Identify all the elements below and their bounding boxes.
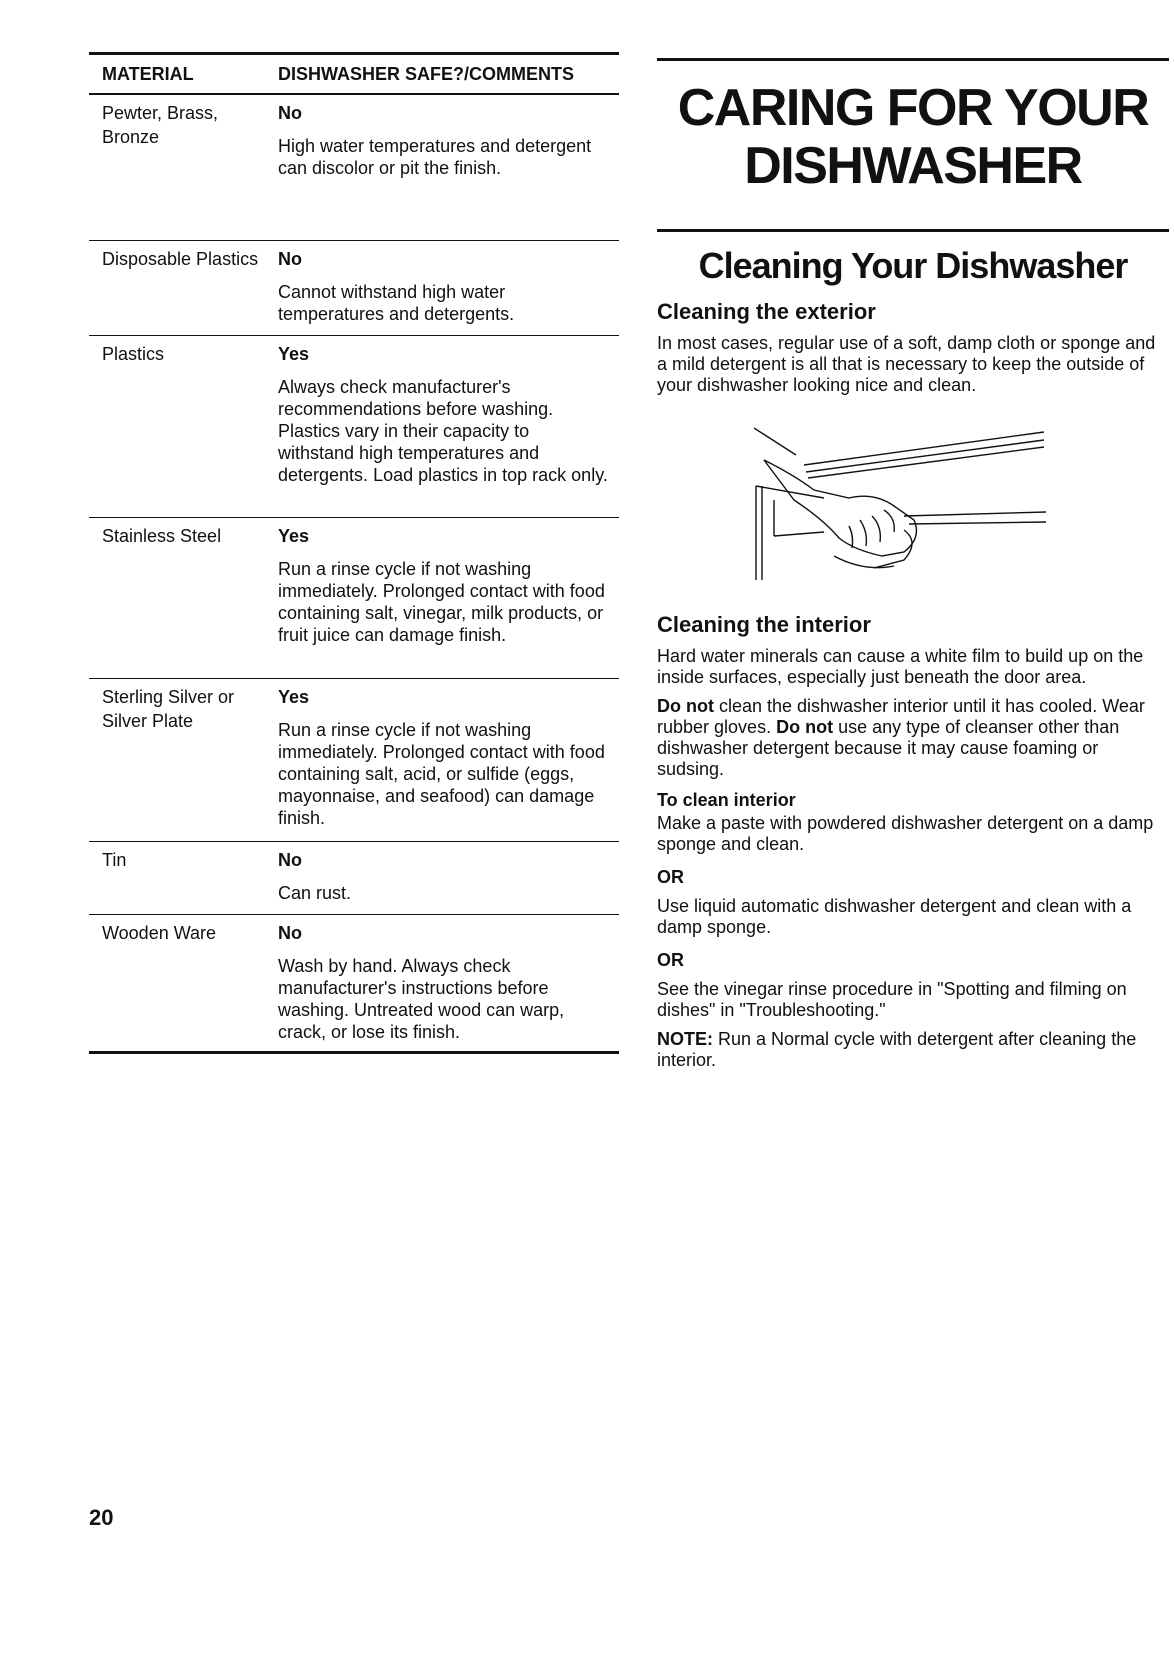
page-title bbox=[657, 79, 1169, 195]
right-column bbox=[657, 58, 1169, 1071]
row-comment: High water temperatures and detergent can discolor or pit the finish. bbox=[278, 136, 592, 178]
row-comment: Wash by hand. Always check manufacturer's instructions before washing. Untreated wood can warp, crack, or lose its finish. bbox=[278, 956, 565, 1042]
row-verdict: No bbox=[278, 923, 302, 943]
table-row bbox=[89, 95, 619, 241]
warning-do-not-2: Do not bbox=[776, 717, 834, 737]
header-material: MATERIAL bbox=[102, 63, 194, 84]
table-row bbox=[89, 336, 619, 518]
or-label-2: OR bbox=[657, 950, 684, 970]
header-comments: DISHWASHER SAFE?/COMMENTS bbox=[278, 63, 575, 84]
row-verdict: No bbox=[278, 103, 302, 123]
row-comment: Can rust. bbox=[278, 883, 352, 903]
interior-warning bbox=[657, 696, 1169, 780]
row-verdict: Yes bbox=[278, 526, 310, 546]
liquid-detergent-text: Use liquid automatic dishwasher detergent and clean with a damp sponge. bbox=[657, 896, 1132, 937]
warning-text-1: clean the dishwasher interior until it has cooled. Wear rubber gloves. bbox=[657, 696, 1145, 737]
or-label-1: OR bbox=[657, 867, 684, 887]
title-top-rule bbox=[657, 58, 1169, 61]
row-material: Stainless Steel bbox=[102, 526, 222, 546]
material-table bbox=[89, 52, 619, 1054]
note bbox=[657, 1029, 1169, 1071]
interior-intro: Hard water minerals can cause a white film to build up on the inside surfaces, especially just beneath the door area. bbox=[657, 646, 1144, 687]
row-verdict: Yes bbox=[278, 344, 310, 364]
interior-heading: Cleaning the interior bbox=[657, 612, 871, 637]
table-row bbox=[89, 241, 619, 336]
table-header bbox=[89, 55, 619, 95]
row-comment: Cannot withstand high water temperatures and detergents. bbox=[278, 282, 515, 324]
table-row bbox=[89, 679, 619, 842]
page-title-line1: CARING FOR YOUR bbox=[677, 79, 1149, 137]
to-clean-text: Make a paste with powdered dishwasher detergent on a damp sponge and clean. bbox=[657, 813, 1154, 854]
row-material: Wooden Ware bbox=[102, 923, 217, 943]
page-number: 20 bbox=[89, 1505, 114, 1530]
section-rule bbox=[657, 229, 1169, 232]
warning-do-not-1: Do not bbox=[657, 696, 714, 716]
vinegar-text: See the vinegar rinse procedure in "Spotting and filming on dishes" in "Troubleshooting." bbox=[657, 979, 1127, 1020]
table-row bbox=[89, 915, 619, 1054]
row-verdict: Yes bbox=[278, 687, 310, 707]
row-comment: Run a rinse cycle if not washing immediately. Prolonged contact with food containing salt, acid, or sulfide (eggs, mayonnaise, and seafood) can damage finish. bbox=[278, 720, 605, 828]
table-row bbox=[89, 518, 619, 679]
to-clean-label: To clean interior bbox=[657, 790, 796, 810]
row-comment: Always check manufacturer's recommendations before washing. Plastics vary in their capacity to withstand high temperatures and detergents. Load plastics in top rack only. bbox=[278, 377, 608, 485]
row-material: Sterling Silver or Silver Plate bbox=[102, 687, 235, 731]
table-row bbox=[89, 842, 619, 915]
exterior-heading: Cleaning the exterior bbox=[657, 299, 876, 324]
row-material: Plastics bbox=[102, 344, 165, 364]
row-verdict: No bbox=[278, 249, 302, 269]
note-text: Run a Normal cycle with detergent after cleaning the interior. bbox=[657, 1029, 1137, 1070]
note-label: NOTE: bbox=[657, 1029, 713, 1049]
exterior-text: In most cases, regular use of a soft, damp cloth or sponge and a mild detergent is all that is necessary to keep the outside of your dishwasher looking nice and clean. bbox=[657, 333, 1156, 395]
warning-text-2: use any type of cleanser other than dishwasher detergent because it may cause foaming or sudsing. bbox=[657, 717, 1120, 779]
row-comment: Run a rinse cycle if not washing immediately. Prolonged contact with food containing salt, vinegar, milk products, or fruit juice can damage finish. bbox=[278, 559, 605, 645]
page-title-line2: DISHWASHER bbox=[744, 137, 1082, 195]
hand-wiping-icon bbox=[754, 420, 1054, 595]
row-material: Tin bbox=[102, 850, 127, 870]
row-material: Pewter, Brass, Bronze bbox=[102, 103, 219, 147]
section-title: Cleaning Your Dishwasher bbox=[698, 245, 1128, 286]
cleaning-illustration bbox=[657, 420, 1169, 600]
row-verdict: No bbox=[278, 850, 302, 870]
row-material: Disposable Plastics bbox=[102, 249, 259, 269]
